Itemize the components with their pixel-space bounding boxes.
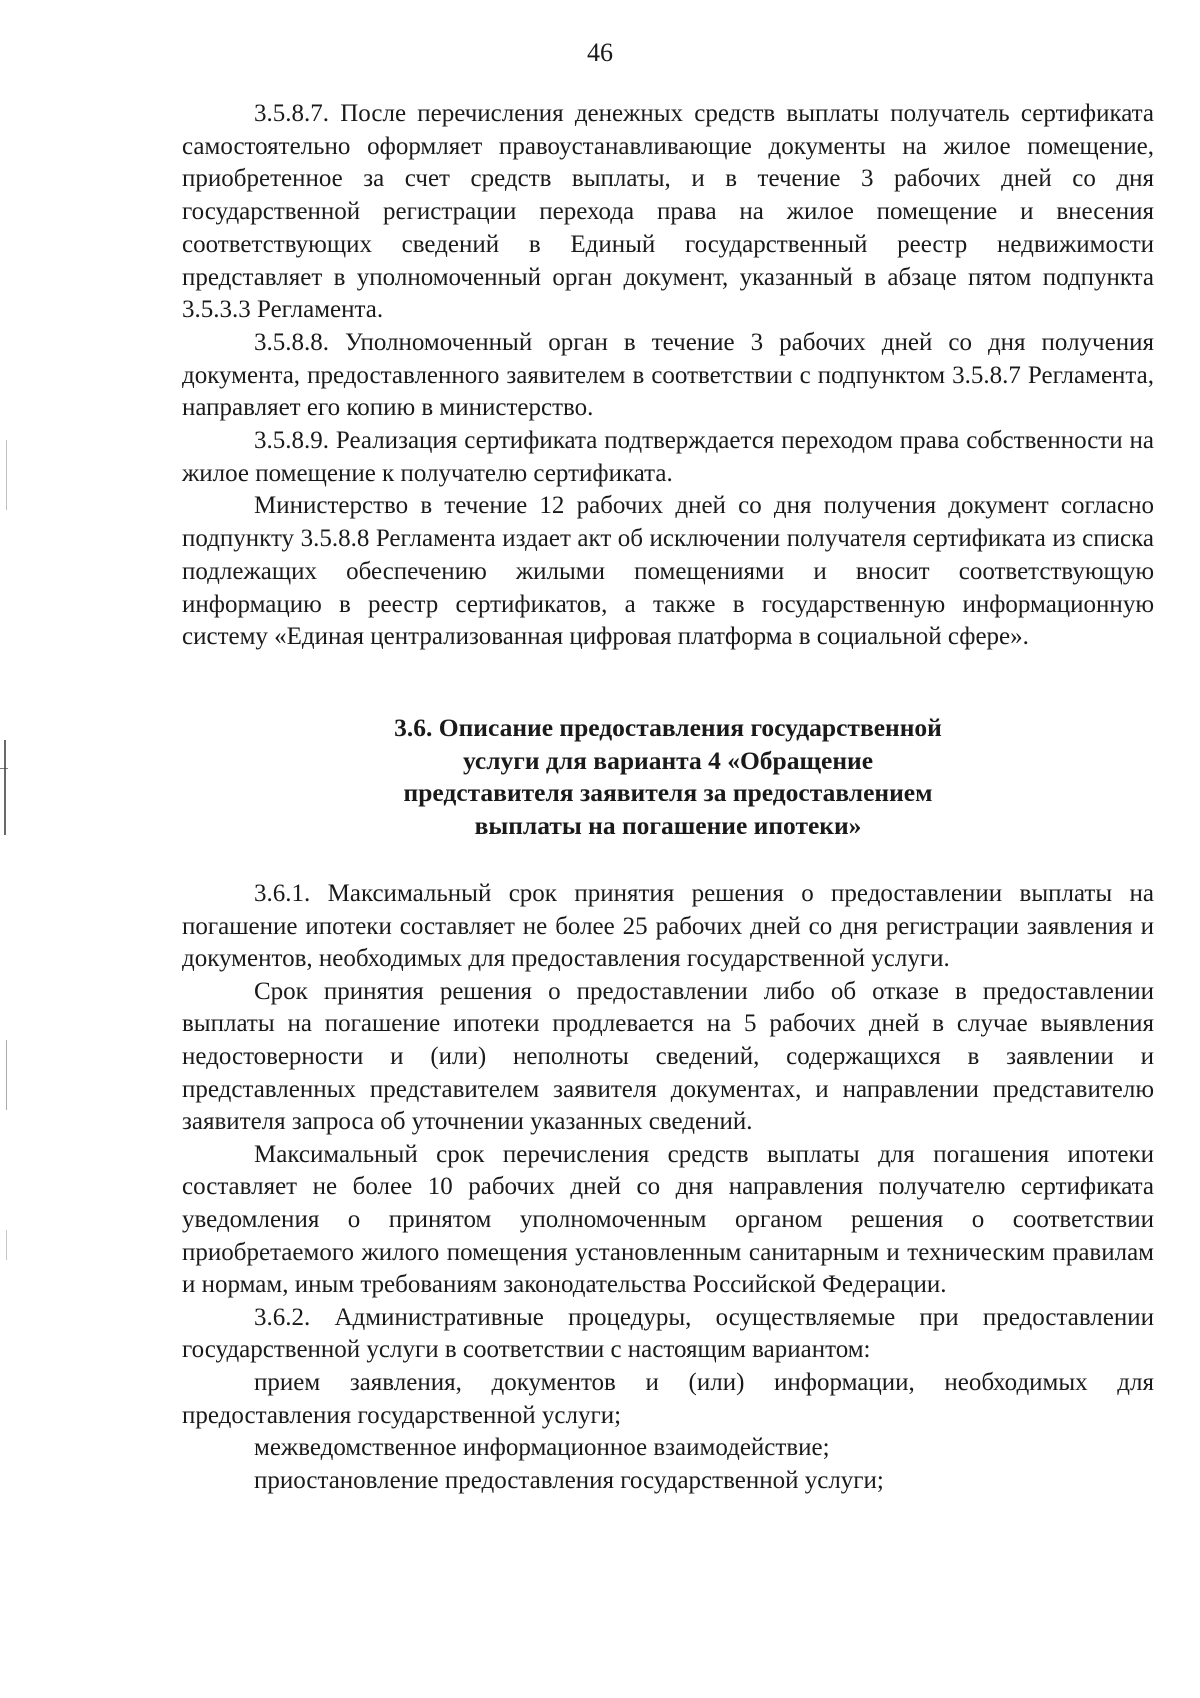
page-number: 46 — [587, 38, 613, 67]
list-item-procedure: межведомственное информационное взаимодействие; — [254, 1434, 830, 1462]
body-text-top — [182, 98, 1154, 654]
section-heading-line: представителя заявителя за предоставлением — [403, 778, 933, 807]
paragraph-3-6-2: 3.6.2. Административные процедуры, осуществляемые при предоставлении государственной услуги в соответствии с настоящим вариантом: — [182, 1303, 1154, 1364]
paragraph-3-5-8-9: 3.5.8.9. Реализация сертификата подтверждается переходом права собственности на жилое помещение к получателю сертификата. — [182, 427, 1154, 487]
list-item-procedure: прием заявления, документов и (или) информации, необходимых для предоставления государственной услуги; — [182, 1368, 1154, 1429]
paragraph-transfer-term: Максимальный срок перечисления средств выплаты для погашения ипотеки составляет не более 10 рабочих дней со дня направления получателю сертификата уведомления о принятом уполномоченным органом решения о соответствии приобретаемого жилого помещения установленным санитарным и техническим правилам и нормам, иным требованиям законодательства Российской Федерации. — [182, 1140, 1154, 1299]
body-text-bottom — [182, 878, 1154, 1497]
paragraph-3-5-8-8: 3.5.8.8. Уполномоченный орган в течение 3 рабочих дней со дня получения документа, предоставленного заявителем в соответствии с подпунктом 3.5.8.7 Регламента, направляет его копию в министерство. — [182, 328, 1154, 422]
scan-edge-mark — [6, 1230, 7, 1260]
section-heading-3-6 — [182, 712, 1154, 842]
section-heading-line: 3.6. Описание предоставления государственной — [394, 713, 942, 742]
scan-edge-mark — [6, 440, 7, 510]
paragraph-extension-term: Срок принятия решения о предоставлении либо об отказе в предоставлении выплаты на погашение ипотеки продлевается на 5 рабочих дней в случае выявления недостоверности и (или) неполноты сведений, содержащихся в заявлении и представленных представителем заявителя документах, и направлении представителю заявителя запроса об уточнении указанных сведений. — [182, 977, 1154, 1136]
scan-edge-mark — [0, 768, 8, 769]
section-heading-line: услуги для варианта 4 «Обращение — [462, 745, 874, 775]
paragraph-3-5-8-7: 3.5.8.7. После перечисления денежных средств выплаты получатель сертификата самостоятельно оформляет правоустанавливающие документы на жилое помещение, приобретенное за счет средств выплаты, и в течение 3 рабочих дней со дня государственной регистрации перехода права на жилое помещение и внесения соответствующих сведений в Единый государственный реестр недвижимости представляет в уполномоченный орган документ, указанный в абзаце пятом подпункта 3.5.3.3 Регламента. — [182, 100, 1154, 324]
scan-edge-mark — [4, 740, 6, 835]
paragraph-3-6-1: 3.6.1. Максимальный срок принятия решения о предоставлении выплаты на погашение ипотеки составляет не более 25 рабочих дней со дня регистрации заявления и документов, необходимых для предоставления государственной услуги. — [182, 880, 1154, 973]
paragraph-ministry-act: Министерство в течение 12 рабочих дней со дня получения документ согласно подпункту 3.5.8.8 Регламента издает акт об исключении получателя сертификата из списка подлежащих обеспечению жилыми помещениями и вносит соответствующую информацию в реестр сертификатов, а также в государственную информационную систему «Единая централизованная цифровая платформа в социальной сфере». — [182, 492, 1154, 651]
list-item-procedure: приостановление предоставления государственной услуги; — [254, 1466, 884, 1494]
section-heading-line: выплаты на погашение ипотеки» — [474, 810, 862, 840]
scan-edge-mark — [6, 1040, 7, 1110]
